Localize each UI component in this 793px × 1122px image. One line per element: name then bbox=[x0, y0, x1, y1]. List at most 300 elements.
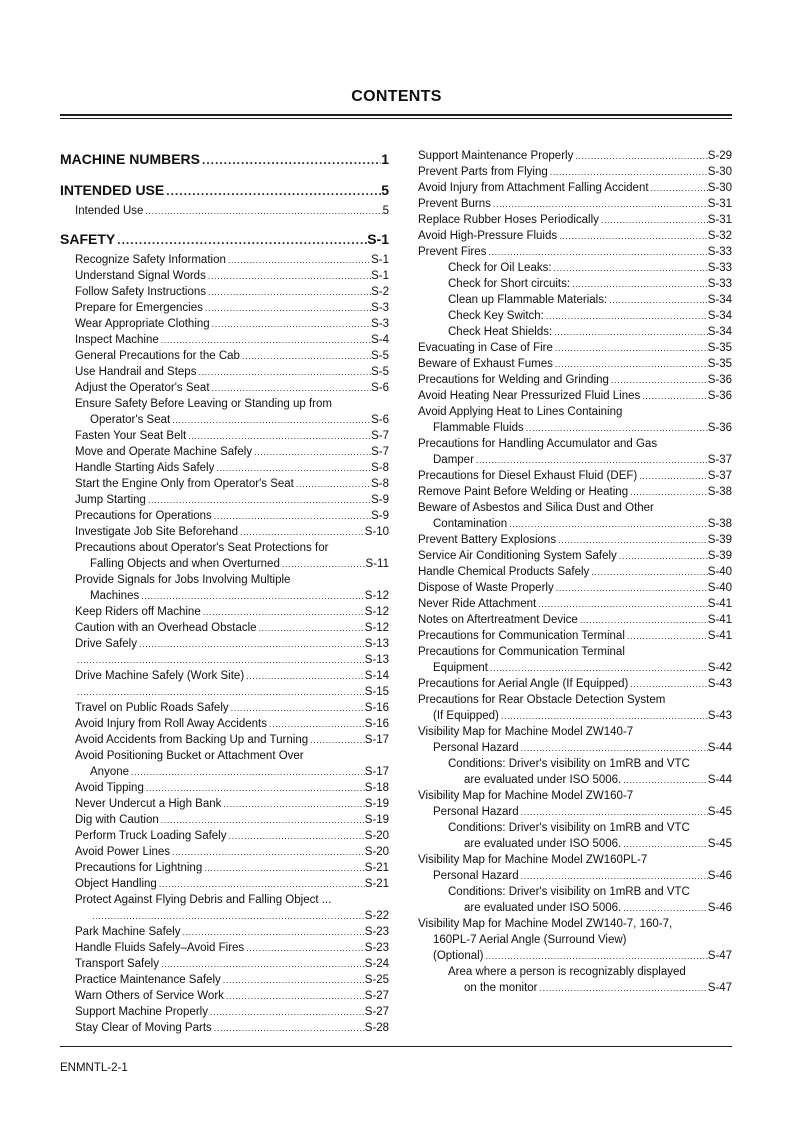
toc-entry[interactable] bbox=[418, 612, 732, 628]
toc-entry-title: Support Maintenance Properly bbox=[418, 150, 574, 162]
toc-entry-title: Operator's Seat bbox=[90, 414, 171, 426]
dot-leader bbox=[211, 381, 372, 396]
toc-entry-title: Anyone bbox=[90, 766, 130, 778]
dot-leader bbox=[160, 333, 371, 348]
toc-entry[interactable] bbox=[60, 684, 389, 700]
toc-entry[interactable] bbox=[60, 972, 389, 988]
toc-entry-first-line: Provide Signals for Jobs Involving Multiple bbox=[75, 574, 291, 586]
toc-entry-page: S-39 bbox=[707, 550, 732, 562]
toc-entry-first-line: Precautions for Communication Terminal bbox=[418, 646, 625, 658]
dot-leader bbox=[253, 445, 371, 460]
toc-entry[interactable] bbox=[418, 900, 732, 916]
toc-entry-page: S-31 bbox=[707, 198, 732, 210]
dot-leader bbox=[158, 877, 365, 892]
toc-entry-first-line: Precautions for Rear Obstacle Detection System bbox=[418, 694, 666, 706]
toc-entry-first-line: Conditions: Driver's visibility on 1mRB and VTC bbox=[448, 758, 690, 770]
toc-entry-page: S-16 bbox=[364, 718, 389, 730]
toc-entry[interactable] bbox=[418, 340, 732, 356]
toc-entry-page: S-28 bbox=[364, 1022, 389, 1034]
toc-entry[interactable] bbox=[60, 652, 389, 668]
toc-entry[interactable] bbox=[60, 940, 389, 956]
toc-entry[interactable] bbox=[60, 604, 389, 620]
toc-entry-title: Falling Objects and when Overturned bbox=[90, 558, 280, 570]
section-page: S-1 bbox=[367, 231, 389, 247]
toc-entry-title: Check Heat Shields: bbox=[448, 326, 553, 338]
toc-entry-title: Dig with Caution bbox=[75, 814, 159, 826]
toc-entry-page: S-30 bbox=[707, 166, 732, 178]
dot-leader bbox=[241, 349, 371, 364]
toc-entry-page: S-8 bbox=[371, 462, 389, 474]
dot-leader bbox=[281, 557, 366, 572]
toc-entry-page: S-37 bbox=[707, 454, 732, 466]
toc-entry[interactable] bbox=[60, 988, 389, 1004]
toc-entry-title: Travel on Public Roads Safely bbox=[75, 702, 229, 714]
dot-leader bbox=[147, 493, 371, 508]
dot-leader bbox=[487, 245, 707, 260]
toc-entry-title: Avoid Power Lines bbox=[75, 846, 171, 858]
toc-entry[interactable] bbox=[418, 452, 732, 468]
dot-leader bbox=[213, 1021, 365, 1036]
toc-entry-title: Drive Machine Safely (Work Site) bbox=[75, 670, 245, 682]
toc-entry-title: Intended Use bbox=[75, 205, 144, 217]
toc-entry[interactable] bbox=[60, 956, 389, 972]
toc-entry-page: S-31 bbox=[707, 214, 732, 226]
dot-leader bbox=[590, 565, 707, 580]
toc-entry-title: Avoid Injury from Attachment Falling Accident bbox=[418, 182, 649, 194]
toc-entry-page: S-22 bbox=[364, 910, 389, 922]
toc-entry[interactable] bbox=[60, 1004, 389, 1020]
toc-section-safety[interactable] bbox=[60, 228, 389, 250]
dot-leader bbox=[187, 429, 371, 444]
toc-entry-title: Handle Chemical Products Safely bbox=[418, 566, 590, 578]
toc-entry[interactable] bbox=[418, 948, 732, 964]
dot-leader bbox=[230, 701, 365, 716]
dot-leader bbox=[160, 957, 365, 972]
title-rule-thin bbox=[60, 118, 732, 119]
toc-entry-page: S-46 bbox=[707, 870, 732, 882]
toc-entry-page: S-17 bbox=[364, 766, 389, 778]
toc-entry-title: Object Handling bbox=[75, 878, 157, 890]
toc-entry[interactable] bbox=[60, 668, 389, 684]
section-title: SAFETY bbox=[60, 231, 116, 247]
dot-leader bbox=[629, 677, 707, 692]
toc-entry[interactable] bbox=[60, 844, 389, 860]
toc-entry-title: Wear Appropriate Clothing bbox=[75, 318, 210, 330]
footer-rule bbox=[60, 1046, 732, 1047]
dot-leader bbox=[309, 733, 365, 748]
toc-entry-title: (If Equipped) bbox=[433, 710, 499, 722]
toc-entry-title: Avoid Tipping bbox=[75, 782, 144, 794]
dot-leader bbox=[520, 741, 708, 756]
dot-leader bbox=[140, 589, 364, 604]
toc-entry[interactable] bbox=[60, 620, 389, 636]
toc-entry-page: S-13 bbox=[364, 638, 389, 650]
toc-entry-page: S-2 bbox=[371, 286, 389, 298]
toc-entry-title: Never Undercut a High Bank bbox=[75, 798, 222, 810]
toc-entry-page: S-1 bbox=[371, 270, 389, 282]
toc-entry[interactable] bbox=[418, 164, 732, 180]
toc-entry-title: Avoid Heating Near Pressurized Fluid Lines bbox=[418, 390, 641, 402]
toc-entry[interactable] bbox=[60, 860, 389, 876]
toc-entry-page: S-30 bbox=[707, 182, 732, 194]
toc-entry-title: Practice Maintenance Safely bbox=[75, 974, 221, 986]
toc-entry-page: S-27 bbox=[364, 990, 389, 1002]
dot-leader bbox=[207, 269, 371, 284]
toc-entry[interactable] bbox=[60, 412, 389, 428]
toc-entry-title: Start the Engine Only from Operator's Seat bbox=[75, 478, 294, 490]
dot-leader bbox=[557, 533, 708, 548]
dot-leader bbox=[245, 941, 365, 956]
toc-entry-first-line: Avoid Positioning Bucket or Attachment Over bbox=[75, 750, 304, 762]
toc-entry[interactable] bbox=[418, 628, 732, 644]
toc-entry-title: Transport Safely bbox=[75, 958, 159, 970]
toc-entry-page: S-43 bbox=[707, 710, 732, 722]
toc-entry[interactable] bbox=[418, 420, 732, 436]
toc-entry[interactable] bbox=[60, 460, 389, 476]
toc-entry-title: are evaluated under ISO 5006. bbox=[464, 774, 622, 786]
toc-entry-title: Follow Safety Instructions bbox=[75, 286, 207, 298]
toc-entry-page: S-25 bbox=[364, 974, 389, 986]
toc-entry-title: Adjust the Operator's Seat bbox=[75, 382, 210, 394]
toc-entry-page: S-17 bbox=[364, 734, 389, 746]
toc-entry[interactable] bbox=[418, 980, 732, 996]
toc-entry[interactable] bbox=[60, 348, 389, 364]
toc-entry-title: Flammable Fluids bbox=[433, 422, 524, 434]
toc-entry[interactable] bbox=[60, 732, 389, 748]
toc-entry[interactable] bbox=[418, 708, 732, 724]
dot-leader bbox=[618, 549, 708, 564]
dot-leader bbox=[213, 509, 371, 524]
toc-entry-page: 5 bbox=[382, 205, 389, 217]
toc-entry-first-line: Visibility Map for Machine Model ZW160PL-7 bbox=[418, 854, 648, 866]
toc-entry-page: S-8 bbox=[371, 478, 389, 490]
toc-entry[interactable] bbox=[418, 308, 732, 324]
toc-entry[interactable] bbox=[418, 772, 732, 788]
dot-leader bbox=[520, 869, 708, 884]
toc-entry-title: Notes on Aftertreatment Device bbox=[418, 614, 578, 626]
toc-entry[interactable] bbox=[60, 268, 389, 284]
section-page: 1 bbox=[381, 151, 389, 167]
toc-entry[interactable] bbox=[418, 292, 732, 308]
toc-entry-title: Personal Hazard bbox=[433, 742, 519, 754]
toc-entry[interactable] bbox=[418, 180, 732, 196]
toc-entry[interactable] bbox=[60, 332, 389, 348]
toc-entry[interactable] bbox=[418, 596, 732, 612]
toc-entry-title: Avoid Injury from Roll Away Accidents bbox=[75, 718, 267, 730]
toc-entry-title: Personal Hazard bbox=[433, 870, 519, 882]
toc-entry[interactable] bbox=[418, 260, 732, 276]
toc-entry-page: S-12 bbox=[364, 606, 389, 618]
toc-entry-page: S-19 bbox=[364, 798, 389, 810]
toc-entry-page: S-37 bbox=[707, 470, 732, 482]
toc-entry-page: S-47 bbox=[707, 950, 732, 962]
toc-entry-page: S-14 bbox=[364, 670, 389, 682]
toc-entry-first-line: Conditions: Driver's visibility on 1mRB and VTC bbox=[448, 886, 690, 898]
toc-entry[interactable] bbox=[418, 804, 732, 820]
dot-leader bbox=[201, 151, 381, 170]
toc-entry-title: Perform Truck Loading Safely bbox=[75, 830, 227, 842]
toc-entry-title: Prevent Parts from Flying bbox=[418, 166, 548, 178]
toc-entry-page: S-35 bbox=[707, 342, 732, 354]
toc-entry-title: Recognize Safety Information bbox=[75, 254, 226, 266]
toc-entry[interactable] bbox=[418, 660, 732, 676]
toc-entry-page: S-5 bbox=[371, 366, 389, 378]
toc-entry[interactable] bbox=[60, 1020, 389, 1036]
toc-entry[interactable] bbox=[60, 364, 389, 380]
dot-leader bbox=[211, 317, 371, 332]
toc-entry[interactable] bbox=[418, 356, 732, 372]
toc-entry[interactable] bbox=[60, 924, 389, 940]
toc-entry[interactable] bbox=[60, 524, 389, 540]
toc-entry-first-line: Protect Against Flying Debris and Falling Object ... bbox=[75, 894, 332, 906]
toc-entry[interactable] bbox=[60, 764, 389, 780]
toc-entry-first-line: Avoid Applying Heat to Lines Containing bbox=[418, 406, 623, 418]
toc-entry-title: Precautions for Operations bbox=[75, 510, 212, 522]
toc-entry-page: S-34 bbox=[707, 294, 732, 306]
toc-entry-first-line: Precautions about Operator's Seat Protections for bbox=[75, 542, 329, 554]
toc-entry[interactable] bbox=[60, 716, 389, 732]
toc-entry-page: S-10 bbox=[364, 526, 389, 538]
toc-entry-title: Precautions for Diesel Exhaust Fluid (DEF) bbox=[418, 470, 638, 482]
toc-entry-page: S-35 bbox=[707, 358, 732, 370]
dot-leader bbox=[489, 661, 708, 676]
toc-entry[interactable] bbox=[418, 516, 732, 532]
toc-entry[interactable] bbox=[60, 796, 389, 812]
toc-entry-title: Precautions for Aerial Angle (If Equipped) bbox=[418, 678, 629, 690]
toc-entry-page: S-47 bbox=[707, 982, 732, 994]
toc-entry-page: S-33 bbox=[707, 246, 732, 258]
dot-leader bbox=[204, 301, 371, 316]
toc-entry-first-line: Conditions: Driver's visibility on 1mRB and VTC bbox=[448, 822, 690, 834]
toc-entry-page: S-18 bbox=[364, 782, 389, 794]
toc-entry[interactable] bbox=[418, 276, 732, 292]
toc-entry[interactable] bbox=[418, 740, 732, 756]
dot-leader bbox=[608, 293, 708, 308]
toc-entry[interactable] bbox=[418, 548, 732, 564]
toc-entry-page: S-5 bbox=[371, 350, 389, 362]
toc-entry-title: Prepare for Emergencies bbox=[75, 302, 203, 314]
toc-entry[interactable] bbox=[60, 428, 389, 444]
toc-entry[interactable] bbox=[418, 676, 732, 692]
toc-entry-page: S-40 bbox=[707, 582, 732, 594]
toc-entry[interactable] bbox=[60, 780, 389, 796]
toc-entry-page: S-38 bbox=[707, 518, 732, 530]
toc-entry-page: S-23 bbox=[364, 926, 389, 938]
toc-entry-title: Check for Oil Leaks: bbox=[448, 262, 552, 274]
toc-entry[interactable] bbox=[60, 444, 389, 460]
toc-entry[interactable] bbox=[418, 836, 732, 852]
dot-leader bbox=[638, 469, 707, 484]
dot-leader bbox=[76, 685, 365, 700]
dot-leader bbox=[574, 149, 707, 164]
toc-entry-page: S-33 bbox=[707, 262, 732, 274]
toc-entry-title: Avoid High-Pressure Fluids bbox=[418, 230, 558, 242]
dot-leader bbox=[225, 989, 365, 1004]
toc-entry[interactable] bbox=[418, 580, 732, 596]
toc-entry-page: S-38 bbox=[707, 486, 732, 498]
toc-entry-first-line: Visibility Map for Machine Model ZW160-7 bbox=[418, 790, 634, 802]
toc-entry[interactable] bbox=[60, 700, 389, 716]
dot-leader bbox=[622, 901, 707, 916]
toc-entry[interactable] bbox=[418, 244, 732, 260]
dot-leader bbox=[579, 613, 708, 628]
toc-entry[interactable] bbox=[60, 492, 389, 508]
toc-entry-title: Warn Others of Service Work bbox=[75, 990, 224, 1002]
toc-entry-page: S-41 bbox=[707, 614, 732, 626]
toc-entry-page: S-46 bbox=[707, 902, 732, 914]
toc-entry-title: Contamination bbox=[433, 518, 508, 530]
toc-entry-title: Check Key Switch: bbox=[448, 310, 544, 322]
toc-entry-page: S-19 bbox=[364, 814, 389, 826]
toc-entry-title: Evacuating in Case of Fire bbox=[418, 342, 553, 354]
dot-leader bbox=[549, 165, 708, 180]
toc-entry[interactable] bbox=[60, 588, 389, 604]
toc-entry-mid-line: 160PL-7 Aerial Angle (Surround View) bbox=[433, 934, 627, 946]
toc-entry[interactable] bbox=[418, 868, 732, 884]
dot-leader bbox=[553, 325, 708, 340]
dot-leader bbox=[76, 653, 365, 668]
dot-leader bbox=[554, 341, 708, 356]
toc-entry[interactable] bbox=[60, 508, 389, 524]
toc-entry[interactable] bbox=[60, 252, 389, 268]
section-page: 5 bbox=[381, 182, 389, 198]
toc-entry[interactable] bbox=[60, 876, 389, 892]
dot-leader bbox=[181, 925, 364, 940]
toc-entry-title: Beware of Exhaust Fumes bbox=[418, 358, 553, 370]
toc-entry-page: S-27 bbox=[364, 1006, 389, 1018]
toc-entry[interactable] bbox=[418, 324, 732, 340]
toc-entry[interactable] bbox=[60, 636, 389, 652]
dot-leader bbox=[160, 813, 365, 828]
toc-entry-title: on the monitor bbox=[464, 982, 538, 994]
dot-leader bbox=[622, 773, 707, 788]
toc-entry-page: S-16 bbox=[364, 702, 389, 714]
toc-section-intended-use[interactable] bbox=[60, 179, 389, 201]
toc-entry[interactable] bbox=[418, 564, 732, 580]
intended-use-list bbox=[60, 203, 389, 219]
dot-leader bbox=[508, 517, 708, 532]
dot-leader bbox=[202, 605, 365, 620]
toc-entry[interactable] bbox=[418, 372, 732, 388]
toc-entry[interactable] bbox=[60, 476, 389, 492]
toc-entry-page: S-7 bbox=[371, 430, 389, 442]
toc-entry-page: S-23 bbox=[364, 942, 389, 954]
toc-entry-page: S-6 bbox=[371, 414, 389, 426]
dot-leader bbox=[144, 204, 382, 219]
dot-leader bbox=[268, 717, 365, 732]
dot-leader bbox=[130, 765, 365, 780]
toc-entry[interactable] bbox=[60, 556, 389, 572]
dot-leader bbox=[145, 781, 365, 796]
dot-leader bbox=[610, 373, 708, 388]
toc-entry-title: Replace Rubber Hoses Periodically bbox=[418, 214, 599, 226]
toc-entry-page: S-43 bbox=[707, 678, 732, 690]
toc-right-column bbox=[418, 148, 732, 996]
toc-entry-page: S-1 bbox=[371, 254, 389, 266]
footer-code: ENMNTL-2-1 bbox=[60, 1062, 128, 1074]
toc-entry[interactable] bbox=[418, 468, 732, 484]
toc-entry-title: Damper bbox=[433, 454, 474, 466]
toc-entry-title: Precautions for Welding and Grinding bbox=[418, 374, 609, 386]
section-title: MACHINE NUMBERS bbox=[60, 151, 200, 167]
dot-leader bbox=[222, 797, 364, 812]
toc-entry-page: S-20 bbox=[364, 846, 389, 858]
toc-entry[interactable] bbox=[60, 380, 389, 396]
toc-entry-title: Prevent Burns bbox=[418, 198, 491, 210]
dot-leader bbox=[245, 669, 365, 684]
toc-entry[interactable] bbox=[418, 532, 732, 548]
toc-entry-title: (Optional) bbox=[433, 950, 484, 962]
toc-entry[interactable] bbox=[418, 484, 732, 500]
toc-entry[interactable] bbox=[418, 388, 732, 404]
dot-leader bbox=[91, 909, 365, 924]
toc-entry-title: Prevent Fires bbox=[418, 246, 487, 258]
dot-leader bbox=[520, 805, 708, 820]
toc-entry[interactable] bbox=[60, 828, 389, 844]
toc-entry-title: Understand Signal Words bbox=[75, 270, 206, 282]
toc-entry-title: Machines bbox=[90, 590, 140, 602]
toc-entry-page: S-9 bbox=[371, 494, 389, 506]
dot-leader bbox=[207, 285, 371, 300]
toc-entry[interactable] bbox=[60, 300, 389, 316]
toc-entry-title: Caution with an Overhead Obstacle bbox=[75, 622, 257, 634]
dot-leader bbox=[171, 845, 365, 860]
toc-entry-title: Handle Fluids Safely–Avoid Fires bbox=[75, 942, 245, 954]
toc-entry[interactable] bbox=[418, 228, 732, 244]
dot-leader bbox=[116, 231, 367, 250]
toc-left-column bbox=[60, 148, 389, 1036]
dot-leader bbox=[553, 261, 708, 276]
dot-leader bbox=[558, 229, 708, 244]
toc-entry[interactable] bbox=[418, 148, 732, 164]
toc-entry-title: Support Machine Properly bbox=[75, 1006, 208, 1018]
toc-entry-page: S-39 bbox=[707, 534, 732, 546]
toc-entry-page: S-45 bbox=[707, 806, 732, 818]
toc-entry-title: are evaluated under ISO 5006. bbox=[464, 838, 622, 850]
toc-entry[interactable] bbox=[418, 196, 732, 212]
toc-entry-title: Clean up Flammable Materials: bbox=[448, 294, 608, 306]
dot-leader bbox=[485, 949, 708, 964]
dot-leader bbox=[165, 182, 381, 201]
section-title: INTENDED USE bbox=[60, 182, 165, 198]
toc-entry-page: S-21 bbox=[364, 862, 389, 874]
toc-entry-page: S-41 bbox=[707, 598, 732, 610]
toc-entry-title: Dispose of Waste Properly bbox=[418, 582, 554, 594]
dot-leader bbox=[537, 597, 707, 612]
dot-leader bbox=[622, 837, 707, 852]
toc-entry-page: S-36 bbox=[707, 374, 732, 386]
toc-entry-title: Inspect Machine bbox=[75, 334, 159, 346]
toc-entry-title: Handle Starting Aids Safely bbox=[75, 462, 215, 474]
toc-entry[interactable] bbox=[60, 908, 389, 924]
toc-entry[interactable] bbox=[60, 203, 389, 219]
toc-entry[interactable] bbox=[60, 284, 389, 300]
toc-entry[interactable] bbox=[418, 212, 732, 228]
toc-entry-title: Remove Paint Before Welding or Heating bbox=[418, 486, 629, 498]
toc-entry-title: Drive Safely bbox=[75, 638, 137, 650]
toc-section-machine-numbers[interactable] bbox=[60, 148, 389, 170]
dot-leader bbox=[626, 629, 708, 644]
toc-entry-page: S-4 bbox=[371, 334, 389, 346]
dot-leader bbox=[554, 357, 708, 372]
dot-leader bbox=[222, 973, 365, 988]
toc-entry[interactable] bbox=[60, 316, 389, 332]
toc-entry-title: Precautions for Communication Terminal bbox=[418, 630, 625, 642]
toc-entry-first-line: Visibility Map for Machine Model ZW140-7 bbox=[418, 726, 634, 738]
toc-entry[interactable] bbox=[60, 812, 389, 828]
toc-entry-page: S-3 bbox=[371, 318, 389, 330]
dot-leader bbox=[239, 525, 365, 540]
